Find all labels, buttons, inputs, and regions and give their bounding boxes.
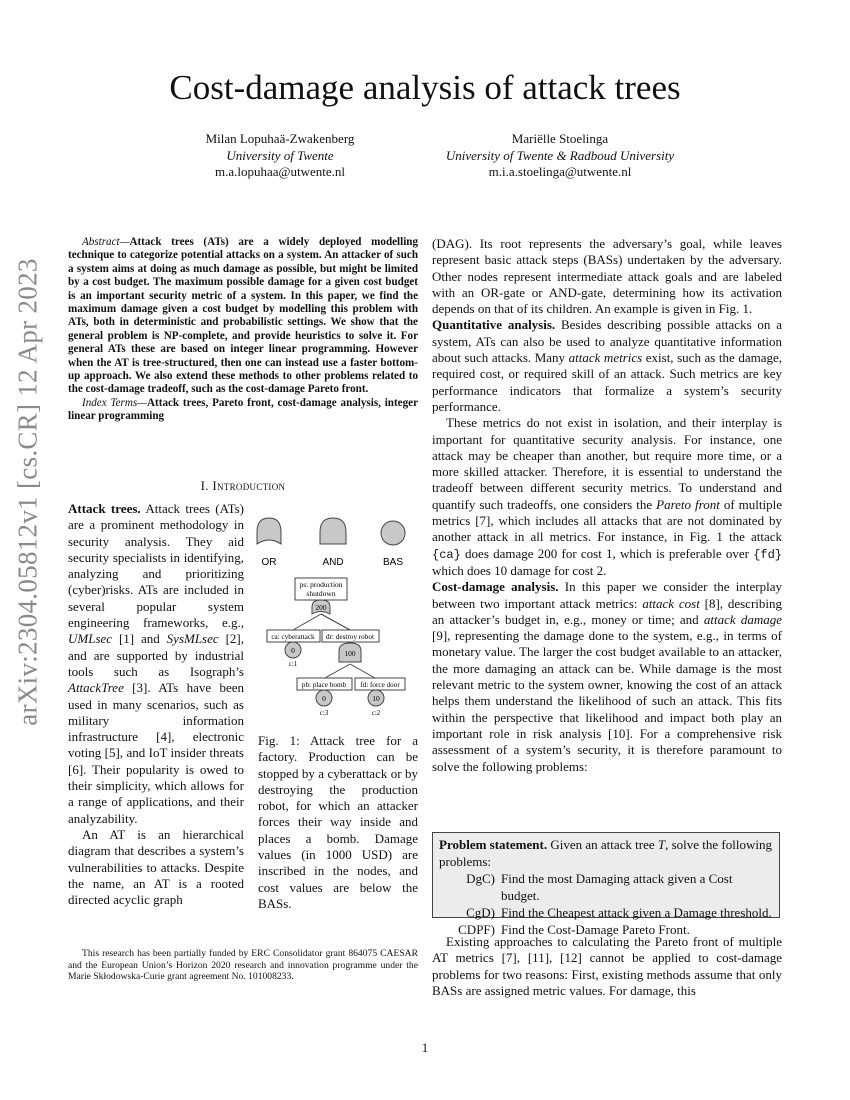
text-run: These metrics do not exist in isolation, and their interplay is important for quantitative security analysis. For instance, one attack may be cheaper than another, but require more time, or a more skilled attacker. Therefore, it is essential to understand the tradeoff between different security metrics. To understand and quantify such tradeoffs, one considers the [432,415,782,512]
node-ps-label: ps: production [299,580,343,589]
abstract-text: Attack trees (ATs) are a widely deployed modelling technique to categorize potential attacks on a system. An attacker of such a system aims at doing as much damage as possible, but might be limited by a cost budget. The maximum possible damage for a given cost budget is an important security metric of a system. In this paper, we find the maximum damage given a cost budget by modelling this problem with ATs, both in deterministic and probabilistic settings. We show that the general problem is NP-complete, and provide heuristics to solve it. For general ATs these are based on integer linear programming. However when the AT is tree-structured, then one can instead use a faster bottom-up approach. We also extend these methods to other problems related to the cost-damage tradeoff, such as the cost-damage Pareto front. [68,236,418,396]
index-terms-label: Index Terms— [82,396,148,409]
text-run: attack cost [642,595,700,611]
problem-text: Find the Cost-Damage Pareto Front. [501,922,690,937]
text-run: does damage 200 for cost 1, which is preferable over [460,545,754,561]
right-column-continued [432,934,782,999]
legend-or-label: OR [261,557,277,568]
paragraph-heading: Cost-damage analysis. [432,579,559,595]
arxiv-identifier: arXiv:2304.05812v1 [cs.CR] 12 Apr 2023 [12,258,43,726]
text-run: In this paper we consider the interplay between two important attack metrics: [432,579,783,611]
text-run: T [657,837,666,852]
paragraph [432,415,782,579]
author-affiliation: University of Twente & Radboud University [445,147,675,163]
paragraph [68,501,244,827]
tree-edges [293,614,375,678]
problem-item [439,870,773,904]
text-run: Pareto front [656,496,720,512]
text-run: attack metrics [568,350,643,366]
paragraph-heading: Attack trees. [68,501,141,516]
text-run: , solve the following problems: [439,837,772,869]
author-affiliation: University of Twente [226,147,334,163]
index-terms: Attack trees, Pareto front, cost-damage analysis, integer linear programming [68,396,418,423]
footnote-text: This research has been partially funded by ERC Consolidator grant 864075 CAESAR and the European Union’s Horizon 2020 research and innovation programme under the Marie Skłodowska-Curie grant agreement No. 101008233. [68,948,418,983]
author-block-1 [150,131,410,181]
problem-text: Find the Cheapest attack given a Damage threshold. [501,905,772,920]
abstract [68,236,418,424]
node-pb-damage: 0 [322,694,326,703]
or-gate-icon [257,518,281,544]
problem-intro [439,836,773,870]
arxiv-sidebar [8,258,48,726]
text-run: AttackTree [68,680,124,696]
intro-text [68,501,244,908]
section-heading [68,478,418,494]
text-run: Besides describing possible attacks on a system, ATs can also be used to analyze quantitative information about such attacks. Many [432,317,782,366]
text-run: attack damage [703,611,783,627]
problem-label: CDPF) [458,922,495,937]
problem-item [439,904,773,921]
figure-caption: Fig. 1: Attack tree for a factory. Production can be stopped by a cyberattack or by destroying the production robot, for which an attacker forces their way inside and places a bomb. Damage values (in 1000 USD) are inscribed in the nodes, and cost values are below the BASs. [258,733,418,911]
problem-heading: Problem statement. [439,837,548,852]
author-email: m.i.a.stoelinga@utwente.nl [488,164,632,179]
node-dr-label: dr: destroy robot [326,633,374,641]
text-run: Attack trees (ATs) are a prominent methodology in security analysis. They aid security specialists in identifying, analyzing and prioritizing (cyber)risks. ATs are included in several popular system engineering frameworks, e.g., [68,501,244,631]
author-name: Milan Lopuhaä-Zwakenberg [205,131,355,146]
text-run: exist, such as the damage, required cost, or required skill of an attack. Such metrics are key performance indicators that formalize a system’s security performance. [432,350,782,414]
problem-label: DgC) [466,871,495,886]
legend-and-label: AND [322,557,344,568]
bas-icon [381,521,405,545]
node-dr-damage: 100 [344,649,356,658]
abstract-label: Abstract— [82,236,130,248]
problem-statement-box [432,832,780,937]
text-run: Given an attack tree [547,837,658,852]
right-column [432,236,782,775]
node-ca-damage: 0 [291,646,295,655]
paragraph: (DAG). Its root represents the adversary’s goal, while leaves represent basic attack steps (BASs) undertaken by the adversary. Other nodes represent intermediate attack goals and are labeled with an OR-gate or AND-gate, determining how its activation depends on that of its children. An example is given in Fig. 1. [432,236,782,317]
author-name: Mariëlle Stoelinga [511,131,609,146]
node-pb-cost: c:3 [319,709,329,717]
figure-1 [255,516,420,726]
legend-bas-label: BAS [382,557,404,568]
node-fd-cost: c:2 [371,709,381,717]
author-block-2 [410,131,710,181]
problem-text: Find the most Damaging attack given a Cost budget. [501,871,733,903]
paragraph: Existing approaches to calculating the Pareto front of multiple AT metrics [7], [11], [12] cannot be applied to cost-damage problems for two reasons: First, existing methods assume that only BASs are assigned metric values. For damage, this [432,934,782,998]
paper-title: Cost-damage analysis of attack trees [169,68,681,107]
text-run: UMLsec [68,631,113,647]
section-number: I. [200,478,213,493]
code-run: {fd} [753,547,782,562]
author-email: m.a.lopuhaa@utwente.nl [214,164,346,179]
node-pb-label: pb: place bomb [301,681,347,689]
text-run: SysMLsec [166,631,219,647]
paragraph [432,579,782,775]
node-ps-damage: 200 [315,603,327,612]
section-title: Introduction [212,478,286,493]
text-run: of multiple metrics [7], which includes all attacks that are not dominated by another attack in all metrics. For instance, in Fig. 1 the attack [432,496,782,545]
and-gate-icon [320,518,346,544]
paragraph [432,317,782,415]
node-ps-label: shutdown [306,589,336,598]
node-fd-damage: 10 [372,694,380,703]
page-number: 1 [421,1040,429,1055]
paragraph-heading: Quantitative analysis. [432,317,556,333]
text-run: [3]. ATs have been used in many scenarios, such as military information infrastructure [4], electronic voting [5], and IoT insider threats [6]. Their popularity is owed to their simplicity, which allows for a range of applications, and their analyzability. [68,680,244,826]
footnote [68,948,418,983]
text-run: [1] and [112,631,167,647]
node-ca-label: ca: cyberattack [271,633,315,641]
text-run: [9], representing the damage done to the system, e.g., in terms of monetary value. The larger the cost budget available to an attacker, the more damaging an attack can be. While damage is the most relevant metric to the system owner, knowing the cost of an attack helps them understand the likelihood of such an attack. This fits within the perspective that likelihood and impact both play an important role in risk analysis [10]. For a comprehensive risk assessment of a system’s security, it is therefore paramount to solve the following problems: [432,628,782,774]
text-run: [8], describing an attacker’s budget in, e.g., money or time; and [432,595,783,627]
node-ca-cost: c:1 [288,660,298,668]
problem-label: CgD) [466,905,495,920]
text-run: which does 10 damage for cost 2. [432,562,607,578]
attack-tree-diagram [255,516,420,726]
node-fd-label: fd: force door [360,681,400,689]
code-run: {ca} [432,547,461,562]
paragraph: An AT is an hierarchical diagram that describes a system’s vulnerabilities to attacks. Despite the name, an AT is a rooted directed acyclic graph [68,826,244,908]
text-run: [2], and are supported by industrial tools such as Isograph’s [68,631,244,679]
